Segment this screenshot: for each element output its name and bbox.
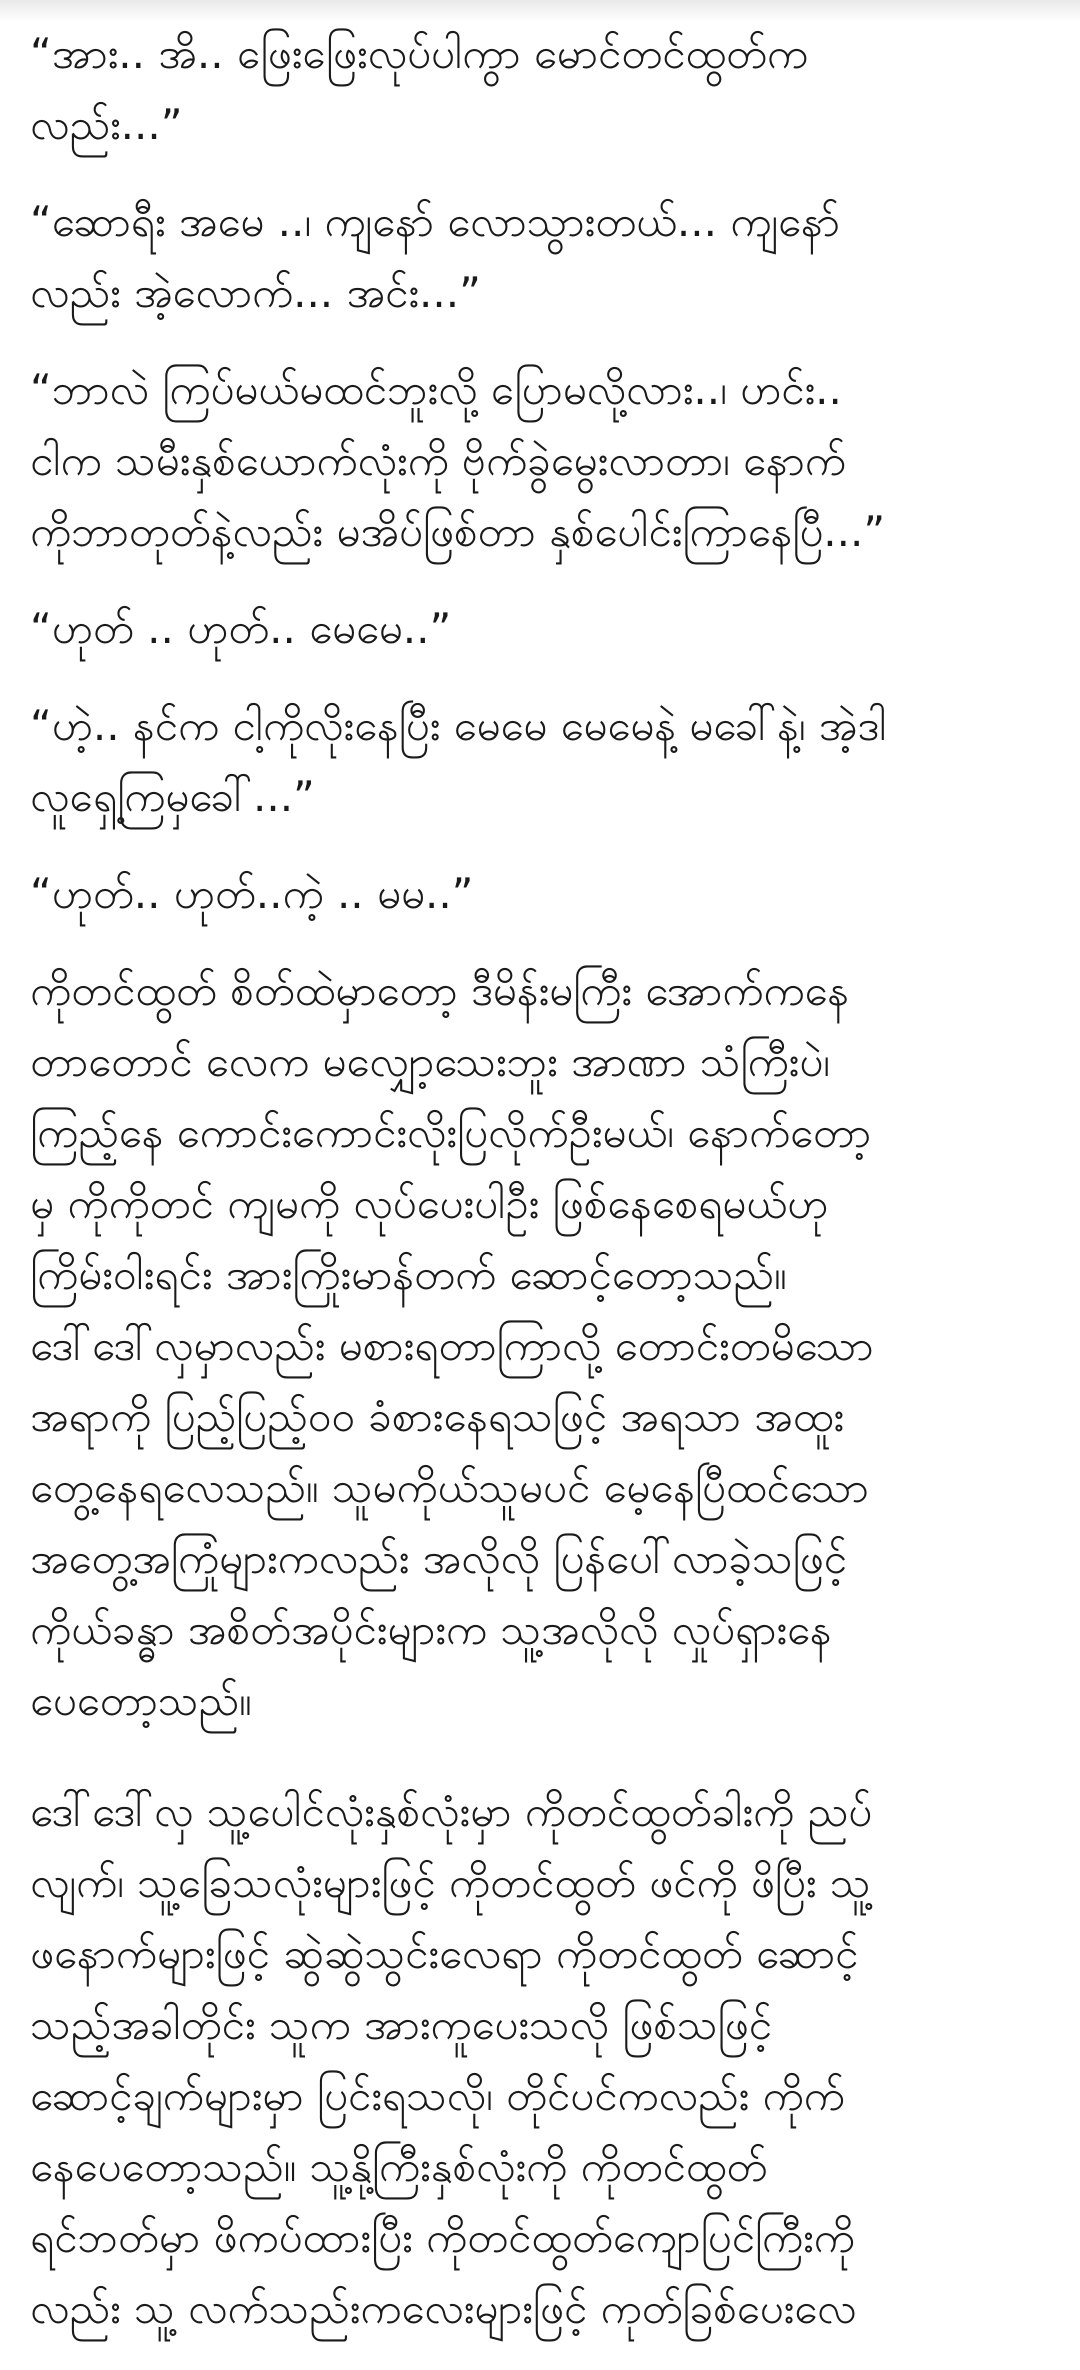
dialogue-paragraph-4: “ဟုတ် .. ဟုတ်.. မေမေ..”: [30, 604, 452, 653]
dialogue-paragraph-1: “အား.. အိ.. ဖြေးဖြေးလုပ်ပါကွာ မောင်တင်ထွတ်က လည်း...”: [30, 29, 808, 149]
narrative-paragraph-1: ကိုတင်ထွတ် စိတ်ထဲမှာတော့ ဒီမိန်းမကြီး အောက်ကနေ တာတောင် လေက မလျှော့သေးဘူး အာဏာ သံကြီးပဲ၊ ကြည့်နေ ကောင်းကောင်းလိုးပြလိုက်ဦးမယ်၊ နောက်တော့ မှ ကိုကိုတင် ကျမကို လုပ်ပေးပါဦး ဖြစ်နေစေရမယ်ဟု ကြိမ်းဝါးရင်း အားကြိုးမာန်တက် ဆောင့်တော့သည်။ ဒေါ်ဒေါ်လှမှာလည်း မစားရတာကြာလို့ တောင်းတမိသော အရာကို ပြည့်ပြည့်ဝဝ ခံစားနေရသဖြင့် အရသာ အထူး တွေ့နေရလေသည်။ သူမကိုယ်သူမပင် မေ့နေပြီထင်သော အတွေ့အကြုံများကလည်း အလိုလို ပြန်ပေါ်လာခဲ့သဖြင့် ကိုယ်ခန္ဓာ အစိတ်အပိုင်းများက သူ့အလိုလို လှုပ်ရှားနေ ပေတော့သည်။: [30, 966, 874, 1725]
story-body: [30, 18, 1050, 2370]
dialogue-paragraph-2: “ဆောရီး အမေ ..၊ ကျနော် လောသွားတယ်... ကျနော် လည်း အဲ့လောက်... အင်း...”: [30, 197, 840, 317]
dialogue-paragraph-3: “ဘာလဲ ကြပ်မယ်မထင်ဘူးလို့ ပြောမလို့လား..၊ ဟင်း.. ငါက သမီးနှစ်ယောက်လုံးကို ဗိုက်ခွဲမွေးလာတာ၊ နောက် ကိုဘာတုတ်နဲ့လည်း မအိပ်ဖြစ်တာ နှစ်ပေါင်းကြာနေပြီ...”: [30, 365, 886, 556]
dialogue-paragraph-5: “ဟဲ့.. နင်က ငါ့ကိုလိုးနေပြီး မေမေ မေမေနဲ့ မခေါ်နဲ့၊ အဲ့ဒါ လူရှေ့ကြမှခေါ်...”: [30, 701, 887, 821]
narrative-paragraph-2: ဒေါ်ဒေါ်လှ သူ့ပေါင်လုံးနှစ်လုံးမှာ ကိုတင်ထွတ်ခါးကို ညပ် လျက်၊ သူ့ခြေသလုံးများဖြင့် ကိုတင်ထွတ် ဖင်ကို ဖိပြီး သူ့ ဖနောက်များဖြင့် ဆွဲဆွဲသွင်းလေရာ ကိုတင်ထွတ် ဆောင့် သည့်အခါတိုင်း သူက အားကူပေးသလို ဖြစ်သဖြင့် ဆောင့်ချက်များမှာ ပြင်းရသလို၊ တိုင်ပင်ကလည်း ကိုက် နေပေတော့သည်။ သူ့နို့ကြီးနှစ်လုံးကို ကိုတင်ထွတ် ရင်ဘတ်မှာ ဖိကပ်ထားပြီး ကိုတင်ထွတ်ကျောပြင်ကြီးကို လည်း သူ့ လက်သည်းကလေးများဖြင့် ကုတ်ခြစ်ပေးလေ: [30, 1787, 873, 2333]
dialogue-paragraph-6: “ဟုတ်.. ဟုတ်..ကဲ့ .. မမ..”: [30, 869, 474, 918]
